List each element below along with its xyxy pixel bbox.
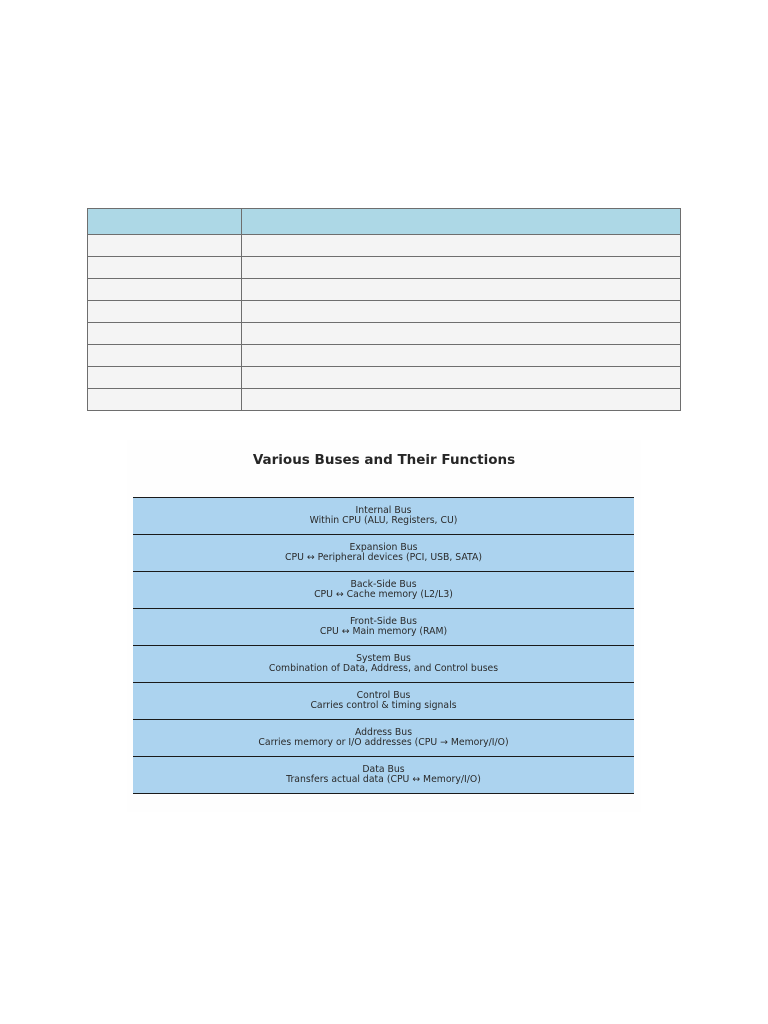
bus-description: Carries control & timing signals — [310, 700, 457, 711]
table-row — [88, 345, 681, 367]
table-cell — [242, 257, 681, 279]
table-cell — [242, 301, 681, 323]
table-cell — [242, 389, 681, 411]
table-cell — [242, 345, 681, 367]
table-cell — [88, 367, 242, 389]
bus-name: Back-Side Bus — [350, 578, 417, 590]
bus-description: Within CPU (ALU, Registers, CU) — [309, 515, 458, 526]
bus-description: CPU ↔ Peripheral devices (PCI, USB, SATA) — [285, 552, 482, 563]
table-row — [88, 301, 681, 323]
bus-name: Front-Side Bus — [349, 615, 418, 627]
table-cell — [242, 367, 681, 389]
table-cell — [88, 323, 242, 345]
table-cell — [242, 235, 681, 257]
table-header-cell — [88, 209, 242, 235]
table-row — [88, 367, 681, 389]
table-row — [88, 235, 681, 257]
table-cell — [88, 301, 242, 323]
bus-description: CPU ↔ Main memory (RAM) — [319, 626, 448, 637]
table-header-row — [88, 209, 681, 235]
table-cell — [88, 279, 242, 301]
bus-name: Internal Bus — [355, 504, 412, 516]
table-row — [88, 389, 681, 411]
bus-name: Control Bus — [356, 689, 411, 701]
table-row — [88, 257, 681, 279]
bus-box — [133, 535, 634, 572]
bus-description: Combination of Data, Address, and Control buses — [268, 663, 499, 674]
table-row — [88, 279, 681, 301]
bus-box — [133, 757, 634, 794]
bus-name: Expansion Bus — [349, 541, 418, 553]
bus-name: Address Bus — [354, 726, 413, 738]
bus-table — [87, 208, 681, 411]
diagram-title: Various Buses and Their Functions — [252, 452, 516, 468]
table-row — [88, 323, 681, 345]
table-cell — [88, 257, 242, 279]
table-cell — [88, 389, 242, 411]
bus-box — [133, 498, 634, 535]
bus-description: Carries memory or I/O addresses (CPU → Memory/I/O) — [258, 737, 509, 748]
bus-name: System Bus — [356, 652, 411, 664]
table-cell — [242, 323, 681, 345]
table-body — [88, 235, 681, 411]
bus-description: Transfers actual data (CPU ↔ Memory/I/O) — [286, 774, 481, 785]
bus-box — [133, 572, 634, 609]
table-cell — [88, 345, 242, 367]
bus-box — [133, 683, 634, 720]
table-cell — [242, 279, 681, 301]
table-header-cell — [242, 209, 681, 235]
bus-description: CPU ↔ Cache memory (L2/L3) — [314, 589, 453, 600]
bus-stack — [133, 497, 634, 794]
bus-box — [133, 646, 634, 683]
bus-name: Data Bus — [362, 763, 405, 775]
table-cell — [88, 235, 242, 257]
bus-diagram — [127, 440, 641, 812]
bus-box — [133, 609, 634, 646]
bus-box — [133, 720, 634, 757]
